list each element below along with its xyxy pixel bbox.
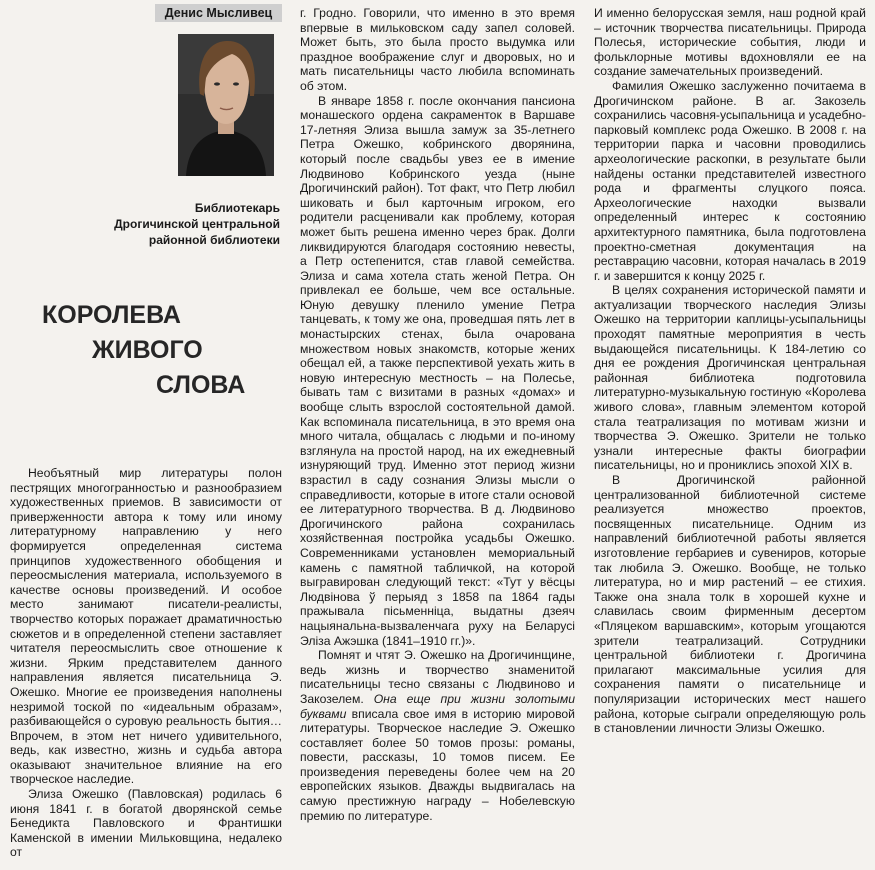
italic-text: Она еще при жизни золотыми буквами — [300, 691, 575, 721]
article-column-2 — [300, 6, 575, 870]
author-name: Денис Мысливец — [155, 4, 282, 22]
paragraph: В целях сохранения исторической памяти и актуализации творческого наследия Элизы Ожешко на территории каплицы-усыпальницы проходят памятные мероприятия в честь выдающейся писательницы. К 184-летию со дня ее рождения Дрогичинская центральная районная библиотека подготовила литературно-музыкальную гостиную «Королева живого слова», главным элементом которой стала театрализация по мотивам жизни и творчества Э. Ожешко. Зрители не только узнали интересные факты биографии писательницы, но и прониклись эпохой XIX в. — [594, 283, 866, 473]
paragraph — [300, 648, 575, 823]
paragraph: Элиза Ожешко (Павловская) родилась 6 июня 1841 г. в богатой дворянской семье Бенедикта Павловского и Франтишки Каменской в имении Мильковщина, недалеко от — [10, 787, 282, 860]
paragraph: Фамилия Ожешко заслуженно почитаема в Дрогичинском районе. В аг. Закозель сохранились часовня-усыпальница и усадебно-парковый комплекс рода Ожешко. В 2008 г. на территории парка и часовни проводились археологические раскопки, в результате были найдены останки представителей известного рода и фрагменты слуцкого пояса. Археологические находки вызвали определенный интерес к состоянию архитектурного памятника, была подготовлена проектно-сметная документация на реставрацию часовни, которая началась в 2019 г. и завершится к концу 2025 г. — [594, 78, 866, 283]
article-column-1 — [10, 466, 282, 870]
author-role-line: Дрогичинской центральной — [114, 217, 280, 231]
author-role-line: Библиотекарь — [194, 201, 280, 215]
title-line: ЖИВОГО — [92, 336, 203, 364]
paragraph-text: вписала свое имя в историю мировой литературы. Творческое наследие Э. Ожешко составляет более 50 томов прозы: романы, повести, рассказы, 10 томов писем. Ее произведения переведены более чем на 20 европейских языков. Дважды выдвигалась на самую престижную награду – Нобелевскую премию по литературе. — [300, 706, 575, 823]
article-column-3 — [594, 6, 866, 766]
author-role-line: районной библиотеки — [148, 233, 280, 247]
paragraph-text: Помнят и чтят Э. Ожешко на Дрогичинщине, ведь жизнь и творчество знаменитой писательницы тесно связаны с Людвиново и Закозелем. — [300, 648, 575, 706]
paragraph: И именно белорусская земля, наш родной край – источник творчества писательницы. Природа Полесья, исторические события, люди и фольклорные мотивы вдохновляли ее на создание замечательных произведений. — [594, 6, 866, 79]
paragraph: г. Гродно. Говорили, что именно в это время впервые в мильковском саду запел соловей. Может быть, это была просто выдумка или праздное воображение слуг и дворовых, но и мать писательницы часто любила вспоминать об этом. — [300, 6, 575, 93]
title-line: СЛОВА — [156, 371, 246, 399]
author-portrait — [178, 34, 274, 176]
title-line: КОРОЛЕВА — [42, 301, 181, 329]
article-title — [0, 298, 260, 403]
paragraph: В январе 1858 г. после окончания пансиона монашеского ордена сакраменток в Варшаве 17-летняя Элиза вышла замуж за 35-летнего Петра Ожешко, кобринского дворянина, который после свадьбы увез ее в имение Людвиново Кобринского уезда (ныне Дрогичинский район). Тот факт, что Петр любил шиковать и был карточным игроком, его родители расценивали как проблему, которая может быть решена именно через брак. Долги ликвидируются благодаря состоянию невесты, а Петр остепенится, став главой семейства. Элиза и сама хотела стать женой Петра. Он привлекал ее больше, чем все остальные. Юную девушку пленило умение Петра танцевать, к тому же она, проведшая пять лет в монастырских стенах, была очарована множеством новых знакомств, которые жених обещал ей, а также перспективой уехать жить в новую интересную местность – на Полесье, бывать там с визитами в разных «домах» и вообще слыть взрослой состоятельной дамой. Как вспоминала писательница, в это время она много читала, общалась с людьми и по-иному взглянула на простой народ, на их ежедневный изнуряющий труд. Именно этот период жизни взрастил в саду сознания Элизы мысли о справедливости, которые в итоге стали основой ее литературного творчества. В д. Людвиново Дрогичинского района сохранилась хозяйственная постройка усадьбы Ожешко. Современниками установлен мемориальный камень с памятной табличкой, на которой выгравирован следующий текст: «Тут у вёсцы Людвінова ў перыяд з 1858 па 1864 гады пражывала пісьменніца, выдатны дзеяч нацыянальна-вызваленчага руху на Беларусі Эліза Ажэшка (1841–1910 гг.)». — [300, 93, 575, 648]
paragraph: В Дрогичинской районной централизованной библиотечной системе реализуется множество проектов, посвященных писательнице. Одним из направлений библиотечной работы является изготовление гербариев и сувениров, которые так любила Э. Ожешко. Вообще, не только литература, но и мир растений – ее стихия. Также она знала толк в хорошей кухне и славилась своим фирменным десертом «Пляцеком варшавским», которым угощаются зрители театрализаций. Сотрудники центральной библиотеки г. Дрогичина прилагают максимальные усилия для сохранения памяти о писательнице и популяризации исторических мест нашего района, которые сыграли определяющую роль в становлении личности Элизы Ожешко. — [594, 473, 866, 736]
author-role — [60, 200, 280, 248]
portrait-illustration — [178, 34, 274, 176]
paragraph: Необъятный мир литературы полон пестрящих многогранностью и разнообразием художественных приемов. В зависимости от приверженности автора к тому или иному литературному направлению у него формируется определенная система принципов художественного обобщения и переосмысления материала, используемого в качестве основы произведений. И особое место занимают писатели-реалисты, творчество которых поражает драматичностью сюжетов и в определенной степени заставляет читателя переосмыслить свое отношение к жизни. Ярким представителем данного направления является писательница Э. Ожешко. Многие ее произведения наполнены незримой тоской по «идеальным образам», разбивающейся о суровую реальность бытия… Впрочем, в этом нет ничего удивительного, ведь, как известно, жизнь и судьба автора оказывают значительное влияние на его творческое наследие. — [10, 466, 282, 787]
